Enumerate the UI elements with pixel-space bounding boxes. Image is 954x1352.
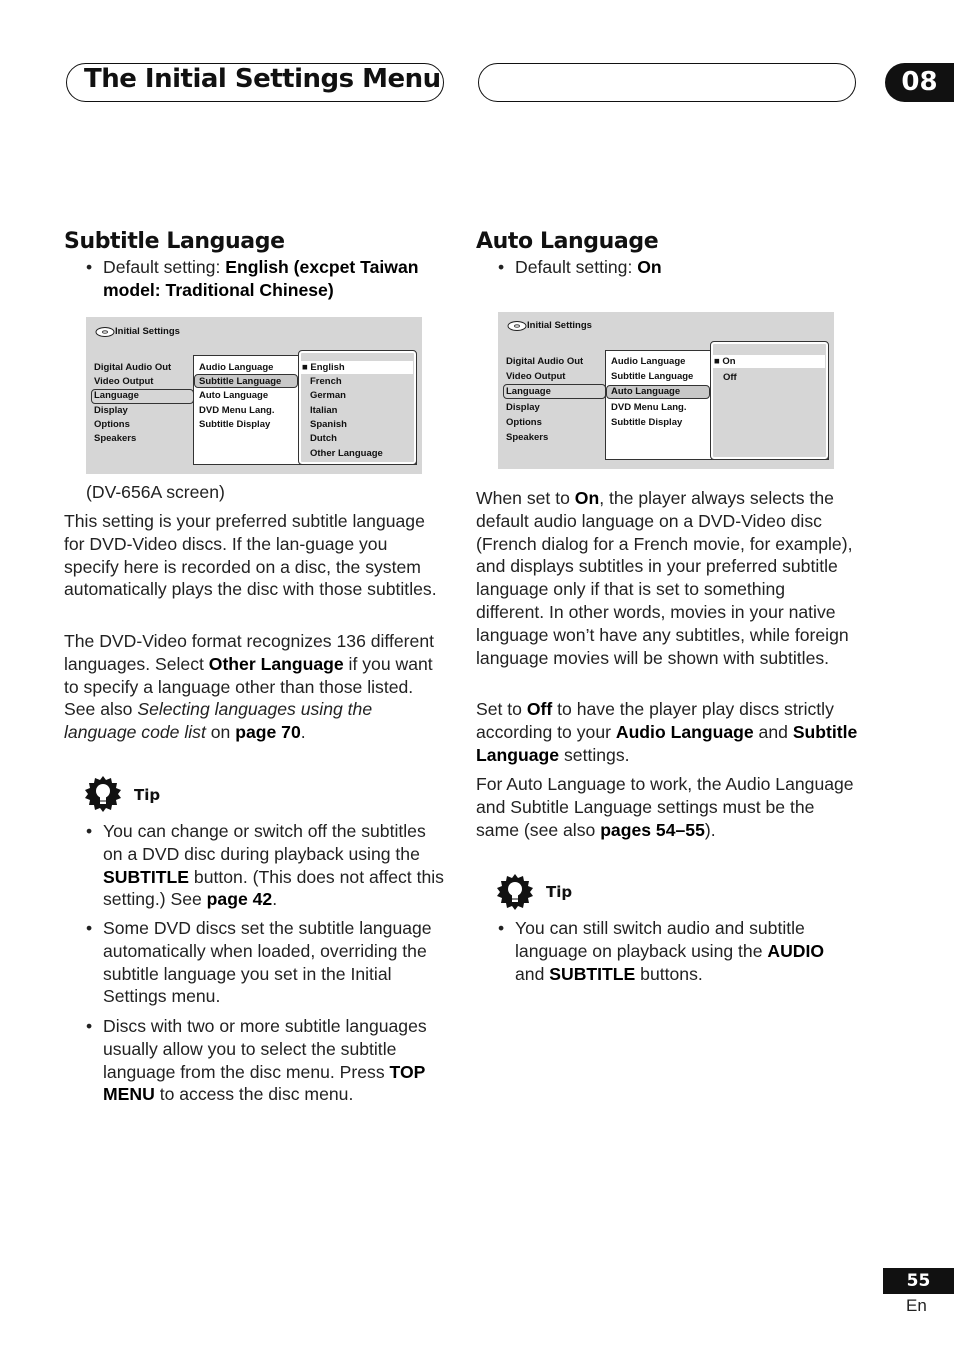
- text: if you want to specify a language other than those listed. See also: [64, 653, 433, 720]
- menu-item[interactable]: Digital Audio Out: [94, 362, 172, 373]
- text: The DVD-Video format recognizes 136 different languages. Select: [64, 631, 434, 674]
- bullet-dot: •: [86, 918, 93, 938]
- right-default-setting: [498, 256, 858, 279]
- default-setting-label: Default setting:: [515, 257, 638, 277]
- bullet-dot: •: [498, 257, 505, 277]
- text: .: [300, 722, 306, 743]
- tip-label: Tip: [546, 883, 573, 901]
- submenu-item[interactable]: Audio Language: [199, 362, 274, 373]
- language-code: En: [906, 1296, 927, 1315]
- page-reference: page 42: [206, 889, 273, 910]
- text: and: [753, 721, 793, 742]
- left-tip-3: [86, 1015, 446, 1106]
- text: For Auto Language to work, the Audio Language and Subtitle Language settings must be the same (see also: [476, 774, 854, 840]
- left-tip-1: [86, 820, 446, 911]
- text: settings.: [559, 744, 630, 765]
- menu-item[interactable]: Display: [506, 402, 540, 413]
- button-name: TOP MENU: [103, 1061, 426, 1105]
- screen-title: Initial Settings: [115, 326, 180, 337]
- menu-item[interactable]: Language: [506, 386, 551, 397]
- left-para-1: This setting is your preferred subtitle language for DVD-Video discs. If the lan-guage you specify here is recorded on a disc, the system automatically plays the disc with those subtitles.: [64, 511, 437, 600]
- chapter-badge: 08: [885, 63, 954, 102]
- screen-caption: (DV-656A screen): [86, 482, 225, 502]
- menu-item[interactable]: Options: [94, 419, 130, 430]
- option-item[interactable]: Off: [723, 372, 737, 383]
- option-item[interactable]: Spanish: [310, 419, 347, 430]
- text: You can still switch audio and subtitle language on playback using the: [515, 918, 805, 961]
- default-setting-value: English (excpet Taiwan model: Traditional Chinese): [103, 257, 419, 300]
- submenu-item[interactable]: Auto Language: [611, 386, 681, 397]
- option-item[interactable]: Dutch: [310, 433, 337, 444]
- option-item[interactable]: Italian: [310, 405, 338, 416]
- text: to have the player play discs strictly according to your: [476, 699, 834, 742]
- left-para-2: [64, 630, 446, 744]
- tip-lightbulb-icon: [84, 775, 122, 818]
- default-setting-value: On: [637, 257, 662, 277]
- bold-text: Other Language: [208, 653, 344, 674]
- option-item[interactable]: German: [310, 390, 346, 401]
- submenu-item[interactable]: Subtitle Language: [611, 371, 694, 382]
- page-title: The Initial Settings Menu: [84, 64, 441, 94]
- bold-text: Audio Language: [615, 721, 754, 742]
- text: When set to: [476, 488, 575, 508]
- text: , the player always selects the default audio language on a DVD-Video disc (French dialog for a French movie, for example), and displays subtitles in your preferred subtitle language only if that is set to something different. In other words, movies in your native language won’t have any subtitles, while foreign language movies will be shown with subtitles.: [476, 488, 853, 668]
- default-setting-label: Default setting:: [103, 257, 226, 277]
- text: on: [205, 722, 236, 743]
- left-settings-screen: [86, 317, 422, 474]
- page-number: 55: [883, 1268, 954, 1294]
- bullet-dot: •: [498, 918, 505, 938]
- tip-label: Tip: [134, 786, 161, 804]
- submenu-item[interactable]: Subtitle Display: [611, 417, 683, 428]
- submenu-item[interactable]: Audio Language: [611, 356, 686, 367]
- menu-item[interactable]: Options: [506, 417, 542, 428]
- submenu-item[interactable]: Auto Language: [199, 390, 269, 401]
- submenu-item[interactable]: DVD Menu Lang.: [611, 402, 687, 413]
- text: Some DVD discs set the subtitle language automatically when loaded, overriding the subtitle language you set in the Initial Settings menu.: [103, 918, 432, 1007]
- bold-text: Off: [526, 699, 553, 719]
- menu-item[interactable]: Digital Audio Out: [506, 356, 584, 367]
- text: .: [272, 889, 278, 910]
- right-para-3: [476, 773, 858, 841]
- text: Set to: [476, 699, 527, 719]
- option-item[interactable]: French: [310, 376, 342, 387]
- right-para-2: [476, 698, 858, 766]
- text: buttons.: [635, 963, 703, 984]
- disc-icon: [507, 319, 527, 337]
- option-selected-label: English: [310, 362, 345, 373]
- option-selected-label: On: [722, 356, 736, 367]
- right-tip-1: [498, 917, 858, 985]
- text: ).: [704, 819, 716, 840]
- button-name: AUDIO: [767, 940, 825, 961]
- text: button. (This does not affect this setting.) See: [103, 866, 444, 910]
- menu-item[interactable]: Video Output: [94, 376, 154, 387]
- bold-text: On: [574, 488, 600, 508]
- header-blank-frame: [478, 63, 856, 102]
- page-reference: page 70: [235, 722, 301, 743]
- disc-icon: [95, 325, 115, 343]
- screen-title: Initial Settings: [527, 320, 592, 331]
- menu-item[interactable]: Video Output: [506, 371, 566, 382]
- left-default-setting: [86, 256, 446, 302]
- text: and: [515, 963, 550, 984]
- option-selected[interactable]: ■ English: [302, 362, 345, 373]
- auto-language-heading: Auto Language: [476, 229, 659, 254]
- bullet-dot: •: [86, 1016, 93, 1036]
- submenu-item[interactable]: DVD Menu Lang.: [199, 405, 275, 416]
- left-tip-2: [86, 917, 446, 1008]
- italic-text: Selecting languages using the language code list: [64, 699, 373, 743]
- menu-item[interactable]: Display: [94, 405, 128, 416]
- page-reference: pages 54–55: [600, 819, 705, 840]
- button-name: SUBTITLE: [103, 866, 190, 887]
- text: Discs with two or more subtitle languages usually allow you to select the subtitle language from the disc menu. Press: [103, 1016, 427, 1082]
- option-item[interactable]: Other Language: [310, 448, 383, 459]
- menu-item[interactable]: Speakers: [94, 433, 137, 444]
- bold-text: Subtitle Language: [476, 721, 858, 765]
- bullet-dot: •: [86, 821, 93, 841]
- submenu-item[interactable]: Subtitle Language: [199, 376, 282, 387]
- menu-item[interactable]: Speakers: [506, 432, 549, 443]
- text: You can change or switch off the subtitles on a DVD disc during playback using the: [103, 821, 426, 864]
- option-selected[interactable]: ■ On: [714, 356, 736, 367]
- submenu-item[interactable]: Subtitle Display: [199, 419, 271, 430]
- right-para-1: [476, 487, 858, 669]
- button-name: SUBTITLE: [549, 963, 636, 984]
- text: to access the disc menu.: [154, 1084, 354, 1105]
- tip-lightbulb-icon: [496, 873, 534, 916]
- menu-item[interactable]: Language: [94, 390, 139, 401]
- right-settings-screen: [498, 312, 834, 469]
- bullet-dot: •: [86, 257, 93, 277]
- subtitle-language-heading: Subtitle Language: [64, 229, 285, 254]
